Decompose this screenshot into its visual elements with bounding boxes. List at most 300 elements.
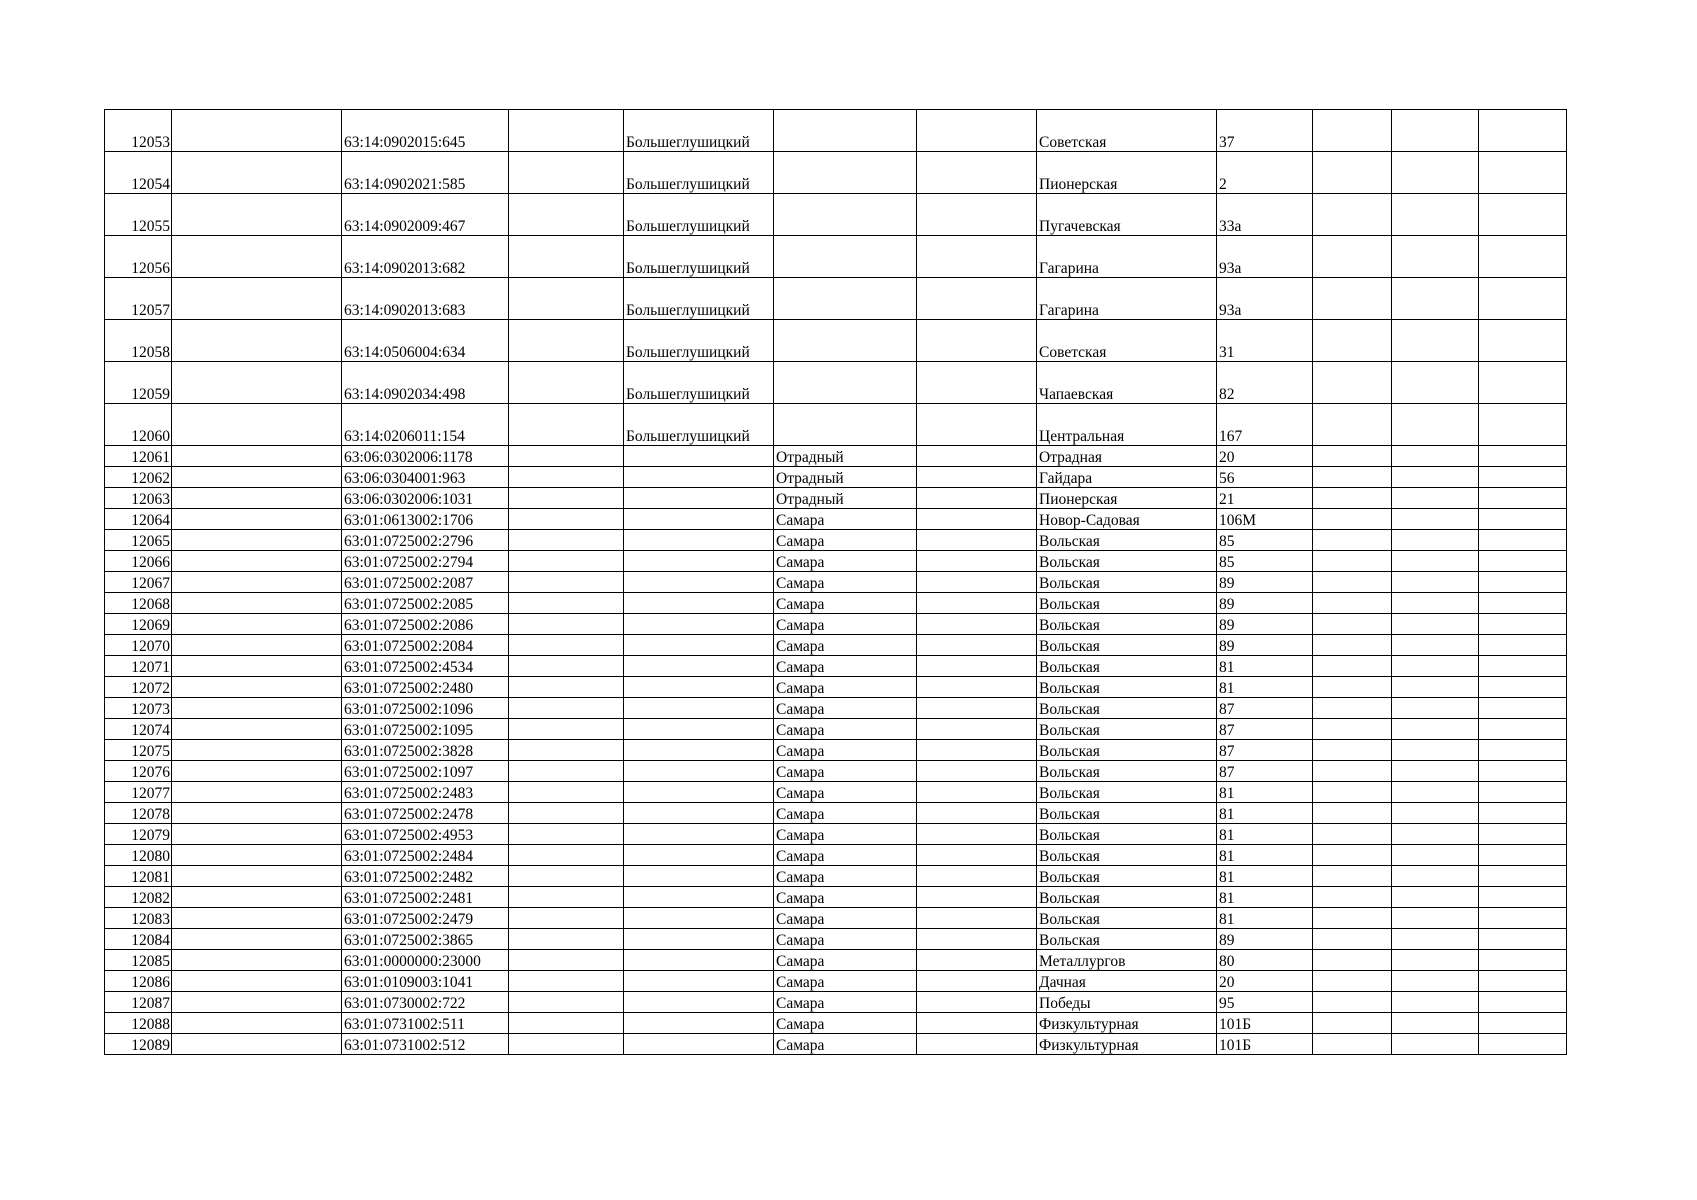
cell-cadastral-number: 63:14:0902013:683 (342, 278, 509, 320)
cell-empty (1479, 404, 1567, 446)
cell-empty (1392, 908, 1479, 929)
cell-empty (1479, 278, 1567, 320)
cell-empty (172, 719, 342, 740)
table-row (105, 572, 1567, 593)
cell-empty (509, 152, 624, 194)
cell-cadastral-number: 63:01:0725002:2481 (342, 887, 509, 908)
cell-empty (1392, 404, 1479, 446)
cell-empty (1392, 572, 1479, 593)
cell-empty (1392, 488, 1479, 509)
table-row (105, 719, 1567, 740)
cell-city: Самара (774, 677, 917, 698)
cell-street: Вольская (1037, 572, 1217, 593)
cell-cadastral-number: 63:01:0725002:1096 (342, 698, 509, 719)
cell-row-number: 12061 (105, 446, 172, 467)
cell-cadastral-number: 63:01:0725002:3865 (342, 929, 509, 950)
cell-empty (172, 530, 342, 551)
cell-city: Самара (774, 698, 917, 719)
cell-empty (172, 677, 342, 698)
cell-house: 81 (1217, 908, 1313, 929)
cell-district (624, 761, 774, 782)
cell-empty (917, 1013, 1037, 1034)
cell-empty (1479, 824, 1567, 845)
cell-row-number: 12059 (105, 362, 172, 404)
cell-empty (172, 593, 342, 614)
cell-empty (1313, 845, 1392, 866)
table-row (105, 971, 1567, 992)
cell-cadastral-number: 63:14:0506004:634 (342, 320, 509, 362)
cell-district (624, 467, 774, 488)
cell-cadastral-number: 63:01:0731002:512 (342, 1034, 509, 1055)
cell-district (624, 971, 774, 992)
cell-empty (509, 467, 624, 488)
table-row (105, 194, 1567, 236)
cell-house: 81 (1217, 803, 1313, 824)
cell-empty (1392, 992, 1479, 1013)
cell-empty (1392, 446, 1479, 467)
cell-street: Вольская (1037, 887, 1217, 908)
cell-empty (509, 929, 624, 950)
cell-house: 37 (1217, 110, 1313, 152)
cell-city: Отрадный (774, 488, 917, 509)
cell-row-number: 12089 (105, 1034, 172, 1055)
table-row (105, 992, 1567, 1013)
table-row (105, 740, 1567, 761)
cell-empty (509, 719, 624, 740)
table-row (105, 404, 1567, 446)
cell-empty (509, 677, 624, 698)
cell-district (624, 635, 774, 656)
cell-house: 87 (1217, 698, 1313, 719)
cell-empty (509, 740, 624, 761)
cell-empty (1392, 719, 1479, 740)
cell-row-number: 12055 (105, 194, 172, 236)
cell-street: Вольская (1037, 845, 1217, 866)
cell-city (774, 278, 917, 320)
cell-empty (509, 824, 624, 845)
table-row (105, 824, 1567, 845)
cell-empty (1479, 635, 1567, 656)
cell-empty (1479, 656, 1567, 677)
cell-empty (509, 761, 624, 782)
table-row (105, 236, 1567, 278)
cell-row-number: 12081 (105, 866, 172, 887)
table-body (105, 110, 1567, 1055)
cell-empty (1479, 614, 1567, 635)
cell-cadastral-number: 63:01:0725002:4534 (342, 656, 509, 677)
cell-empty (1479, 761, 1567, 782)
cell-cadastral-number: 63:14:0206011:154 (342, 404, 509, 446)
cell-empty (1313, 635, 1392, 656)
cell-street: Пионерская (1037, 152, 1217, 194)
cell-house: 33а (1217, 194, 1313, 236)
cell-cadastral-number: 63:01:0725002:1095 (342, 719, 509, 740)
cell-district: Большеглушицкий (624, 194, 774, 236)
cell-house: 85 (1217, 551, 1313, 572)
cell-cadastral-number: 63:01:0725002:2087 (342, 572, 509, 593)
cell-empty (509, 656, 624, 677)
cell-street: Вольская (1037, 824, 1217, 845)
cell-city: Самара (774, 761, 917, 782)
cell-empty (509, 530, 624, 551)
cell-street: Физкультурная (1037, 1013, 1217, 1034)
cell-empty (917, 992, 1037, 1013)
cell-street: Вольская (1037, 803, 1217, 824)
cell-city: Самара (774, 992, 917, 1013)
cell-empty (917, 572, 1037, 593)
cell-empty (1313, 509, 1392, 530)
cell-empty (1313, 1034, 1392, 1055)
cell-empty (509, 782, 624, 803)
cell-cadastral-number: 63:01:0613002:1706 (342, 509, 509, 530)
cell-empty (1392, 614, 1479, 635)
cell-empty (1479, 593, 1567, 614)
cell-empty (1392, 740, 1479, 761)
table-row (105, 845, 1567, 866)
cell-district (624, 908, 774, 929)
cell-empty (172, 971, 342, 992)
cell-empty (1313, 992, 1392, 1013)
cell-district (624, 656, 774, 677)
cell-city: Самара (774, 530, 917, 551)
cell-empty (172, 278, 342, 320)
cell-empty (509, 278, 624, 320)
cell-row-number: 12083 (105, 908, 172, 929)
cell-empty (1313, 278, 1392, 320)
cell-row-number: 12072 (105, 677, 172, 698)
cell-empty (1313, 488, 1392, 509)
cell-empty (1313, 887, 1392, 908)
cell-empty (1313, 446, 1392, 467)
cell-empty (1392, 362, 1479, 404)
cell-cadastral-number: 63:01:0730002:722 (342, 992, 509, 1013)
cell-empty (1313, 194, 1392, 236)
cell-cadastral-number: 63:14:0902009:467 (342, 194, 509, 236)
cadastral-table (104, 109, 1567, 1055)
cell-row-number: 12062 (105, 467, 172, 488)
cell-cadastral-number: 63:01:0725002:4953 (342, 824, 509, 845)
table-row (105, 656, 1567, 677)
cell-row-number: 12079 (105, 824, 172, 845)
cell-row-number: 12085 (105, 950, 172, 971)
cell-district: Большеглушицкий (624, 278, 774, 320)
cell-empty (1313, 950, 1392, 971)
cell-street: Вольская (1037, 656, 1217, 677)
cell-empty (172, 866, 342, 887)
cell-city: Самара (774, 908, 917, 929)
cell-empty (509, 1013, 624, 1034)
cell-row-number: 12067 (105, 572, 172, 593)
cell-city: Самара (774, 656, 917, 677)
cell-city (774, 362, 917, 404)
cell-empty (172, 152, 342, 194)
table-row (105, 320, 1567, 362)
cell-city: Отрадный (774, 467, 917, 488)
cell-empty (917, 614, 1037, 635)
cell-street: Советская (1037, 320, 1217, 362)
cell-empty (172, 992, 342, 1013)
cell-street: Вольская (1037, 866, 1217, 887)
cell-empty (172, 488, 342, 509)
cell-empty (172, 782, 342, 803)
cell-empty (1479, 677, 1567, 698)
cell-empty (172, 110, 342, 152)
cell-cadastral-number: 63:01:0725002:2483 (342, 782, 509, 803)
cell-city: Самара (774, 1034, 917, 1055)
cell-row-number: 12076 (105, 761, 172, 782)
cell-empty (1313, 656, 1392, 677)
cell-empty (917, 698, 1037, 719)
cell-empty (1479, 971, 1567, 992)
cell-empty (917, 908, 1037, 929)
cell-empty (509, 404, 624, 446)
cell-empty (1479, 803, 1567, 824)
cell-row-number: 12056 (105, 236, 172, 278)
cell-cadastral-number: 63:01:0725002:2482 (342, 866, 509, 887)
cell-empty (917, 929, 1037, 950)
table-row (105, 1034, 1567, 1055)
cell-house: 81 (1217, 824, 1313, 845)
cell-empty (1392, 635, 1479, 656)
cell-empty (509, 236, 624, 278)
cell-city: Самара (774, 950, 917, 971)
cell-empty (1479, 530, 1567, 551)
cell-empty (1479, 572, 1567, 593)
cell-empty (172, 803, 342, 824)
table-row (105, 803, 1567, 824)
cell-district (624, 1034, 774, 1055)
cell-street: Пугачевская (1037, 194, 1217, 236)
cell-empty (1313, 803, 1392, 824)
cell-empty (1392, 950, 1479, 971)
cell-row-number: 12071 (105, 656, 172, 677)
cell-empty (1479, 446, 1567, 467)
cell-empty (1392, 761, 1479, 782)
cell-house: 20 (1217, 446, 1313, 467)
cell-empty (1313, 404, 1392, 446)
cell-empty (509, 866, 624, 887)
table-row (105, 278, 1567, 320)
cell-empty (1479, 110, 1567, 152)
cell-empty (1313, 530, 1392, 551)
cell-city: Самара (774, 824, 917, 845)
cell-cadastral-number: 63:01:0725002:2086 (342, 614, 509, 635)
cell-empty (1479, 152, 1567, 194)
cell-empty (1313, 719, 1392, 740)
cell-empty (509, 509, 624, 530)
cell-row-number: 12068 (105, 593, 172, 614)
cell-empty (1392, 320, 1479, 362)
cell-cadastral-number: 63:01:0725002:2085 (342, 593, 509, 614)
cell-street: Новор-Садовая (1037, 509, 1217, 530)
cell-empty (509, 908, 624, 929)
cell-house: 85 (1217, 530, 1313, 551)
table-row (105, 950, 1567, 971)
cell-district (624, 530, 774, 551)
cell-house: 87 (1217, 719, 1313, 740)
cell-empty (172, 320, 342, 362)
cell-empty (509, 950, 624, 971)
cell-district: Большеглушицкий (624, 110, 774, 152)
cell-house: 87 (1217, 740, 1313, 761)
cell-empty (1313, 551, 1392, 572)
table-row (105, 1013, 1567, 1034)
cell-city: Самара (774, 782, 917, 803)
cell-empty (917, 845, 1037, 866)
cell-street: Пионерская (1037, 488, 1217, 509)
cell-street: Вольская (1037, 551, 1217, 572)
cell-empty (1313, 614, 1392, 635)
cell-district: Большеглушицкий (624, 236, 774, 278)
cell-empty (917, 236, 1037, 278)
cell-street: Советская (1037, 110, 1217, 152)
cell-empty (1392, 530, 1479, 551)
cell-street: Вольская (1037, 719, 1217, 740)
cell-street: Чапаевская (1037, 362, 1217, 404)
cell-house: 93а (1217, 236, 1313, 278)
cell-city: Самара (774, 572, 917, 593)
cell-row-number: 12080 (105, 845, 172, 866)
cell-empty (172, 446, 342, 467)
cell-city (774, 110, 917, 152)
cell-empty (1313, 908, 1392, 929)
cell-street: Вольская (1037, 530, 1217, 551)
cell-cadastral-number: 63:14:0902015:645 (342, 110, 509, 152)
cell-street: Физкультурная (1037, 1034, 1217, 1055)
cell-cadastral-number: 63:14:0902013:682 (342, 236, 509, 278)
cell-city (774, 404, 917, 446)
cell-city: Самара (774, 719, 917, 740)
cell-empty (1479, 1034, 1567, 1055)
cell-district (624, 551, 774, 572)
cell-row-number: 12065 (105, 530, 172, 551)
cell-empty (917, 824, 1037, 845)
cell-cadastral-number: 63:01:0725002:2084 (342, 635, 509, 656)
cell-empty (509, 971, 624, 992)
cell-empty (1392, 929, 1479, 950)
cell-empty (172, 572, 342, 593)
cell-cadastral-number: 63:01:0725002:2479 (342, 908, 509, 929)
cell-cadastral-number: 63:01:0725002:2794 (342, 551, 509, 572)
cell-house: 21 (1217, 488, 1313, 509)
cell-empty (1479, 698, 1567, 719)
cell-empty (172, 845, 342, 866)
cell-city: Самара (774, 551, 917, 572)
cell-street: Центральная (1037, 404, 1217, 446)
cell-house: 89 (1217, 635, 1313, 656)
cell-house: 80 (1217, 950, 1313, 971)
cell-city: Самара (774, 1013, 917, 1034)
cell-city (774, 194, 917, 236)
cell-empty (1392, 845, 1479, 866)
cell-empty (1479, 929, 1567, 950)
cell-empty (172, 908, 342, 929)
cell-empty (917, 509, 1037, 530)
cell-city (774, 236, 917, 278)
cell-cadastral-number: 63:14:0902034:498 (342, 362, 509, 404)
cell-cadastral-number: 63:01:0725002:2796 (342, 530, 509, 551)
cell-empty (172, 761, 342, 782)
cell-empty (1479, 719, 1567, 740)
cell-district (624, 1013, 774, 1034)
cell-empty (1392, 803, 1479, 824)
cell-empty (172, 656, 342, 677)
cell-empty (1392, 467, 1479, 488)
cell-city: Самара (774, 929, 917, 950)
cell-street: Вольская (1037, 635, 1217, 656)
cell-cadastral-number: 63:01:0725002:2484 (342, 845, 509, 866)
cell-empty (509, 194, 624, 236)
cell-house: 20 (1217, 971, 1313, 992)
table-row (105, 614, 1567, 635)
cell-empty (172, 236, 342, 278)
cell-row-number: 12078 (105, 803, 172, 824)
cell-row-number: 12060 (105, 404, 172, 446)
cell-empty (917, 152, 1037, 194)
cell-empty (917, 467, 1037, 488)
cell-row-number: 12069 (105, 614, 172, 635)
cell-empty (1392, 656, 1479, 677)
cell-empty (917, 677, 1037, 698)
cell-house: 101Б (1217, 1013, 1313, 1034)
cell-row-number: 12075 (105, 740, 172, 761)
cell-empty (917, 530, 1037, 551)
cell-empty (1313, 236, 1392, 278)
table-row (105, 866, 1567, 887)
cell-street: Дачная (1037, 971, 1217, 992)
cell-empty (172, 740, 342, 761)
cell-empty (917, 719, 1037, 740)
cell-house: 81 (1217, 782, 1313, 803)
cell-empty (1313, 971, 1392, 992)
cell-empty (509, 635, 624, 656)
cell-row-number: 12066 (105, 551, 172, 572)
cell-empty (917, 110, 1037, 152)
cell-district (624, 740, 774, 761)
cell-empty (1313, 1013, 1392, 1034)
cell-house: 89 (1217, 572, 1313, 593)
cell-empty (1479, 236, 1567, 278)
cell-empty (1479, 194, 1567, 236)
cell-empty (509, 887, 624, 908)
cell-empty (1313, 698, 1392, 719)
cell-house: 82 (1217, 362, 1313, 404)
cell-empty (509, 845, 624, 866)
cell-empty (917, 971, 1037, 992)
cell-empty (172, 614, 342, 635)
cell-city: Отрадный (774, 446, 917, 467)
table-row (105, 635, 1567, 656)
cell-empty (1479, 992, 1567, 1013)
table-row (105, 908, 1567, 929)
cell-street: Вольская (1037, 698, 1217, 719)
cell-cadastral-number: 63:01:0731002:511 (342, 1013, 509, 1034)
cell-empty (1313, 320, 1392, 362)
cell-empty (917, 320, 1037, 362)
cell-cadastral-number: 63:14:0902021:585 (342, 152, 509, 194)
cell-empty (1313, 824, 1392, 845)
cell-empty (1392, 110, 1479, 152)
cell-empty (172, 467, 342, 488)
cell-district (624, 803, 774, 824)
cell-empty (1392, 866, 1479, 887)
cell-empty (1479, 950, 1567, 971)
cell-empty (917, 950, 1037, 971)
cell-district (624, 929, 774, 950)
cell-house: 81 (1217, 845, 1313, 866)
cell-empty (1392, 677, 1479, 698)
cell-district (624, 698, 774, 719)
